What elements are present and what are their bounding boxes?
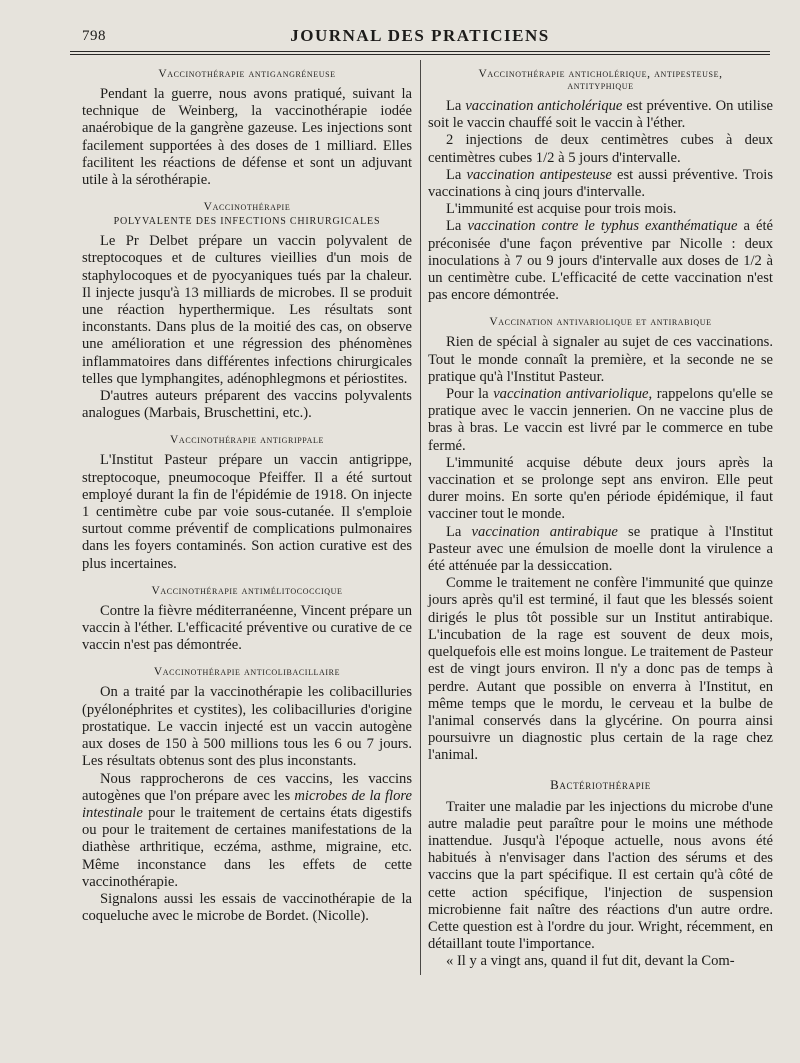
page-header	[70, 22, 770, 50]
paragraph: On a traité par la vaccinothérapie les colibacilluries (pyélonéphrites et cystites), les colibacilluries d'origine prostatique. Le vaccin injecté est un vaccin autogène aux doses de 150 à 500 millions tous les 6 ou 7 jours. Les résultats obtenus sont des plus inconstants.	[82, 684, 412, 770]
paragraph: L'Institut Pasteur prépare un vaccin antigrippe, streptocoque, pneumocoque Pfeiffer. Il a été surtout employé durant la fin de l'épidémie de 1918. On injecte 1 centimètre cube par voie sous-cutanée. Il s'emploie surtout comme préventif de complications pulmonaires dans les foyers contaminés. Son action curative est des plus incertaines.	[82, 452, 412, 572]
section-title-bacteriotherapie: Bactériothérapie	[550, 776, 651, 792]
right-column	[428, 64, 773, 971]
paragraph: Contre la fièvre méditerranéenne, Vincent prépare un vaccin à l'éther. L'efficacité préventive ou curative de ce vaccin n'est pas démontrée.	[82, 602, 412, 654]
paragraph: Rien de spécial à signaler au sujet de ces vaccinations. Tout le monde connaît la première, et la seconde ne se pratique qu'à l'Institut Pasteur.	[428, 334, 773, 385]
paragraph: L'immunité est acquise pour trois mois.	[446, 201, 677, 218]
header-rule-double	[70, 54, 770, 55]
column-divider	[420, 60, 421, 975]
paragraph: Nous rapprocherons de ces vaccins, les vaccins autogènes que l'on prépare avec les microbes de la flore intestinale pour le traitement de certains états digestifs ou pour le traitement de certaines manifestations de la diathèse arthritique, eczéma, asthme, migraine, etc. Même inconstance dans les effets de cette vaccinothérapie.	[82, 770, 412, 890]
paragraph: Signalons aussi les essais de vaccinothérapie de la coqueluche avec le microbe de Bordet. (Nicolle).	[82, 890, 412, 925]
section-title-antivariolique: Vaccination antivariolique et antirabique	[489, 316, 712, 329]
paragraph: La vaccination antirabique se pratique à l'Institut Pasteur avec une émulsion de moelle dont la virulence a été atténuée par la dessiccation.	[428, 523, 773, 575]
section-title-anticolibacillaire: Vaccinothérapie anticolibacillaire	[153, 666, 341, 679]
section-title-antimelitococcique: Vaccinothérapie antimélitococcique	[151, 584, 343, 597]
journal-title: JOURNAL DES PRATICIENS	[290, 26, 550, 45]
paragraph: Traiter une maladie par les injections du microbe d'une autre maladie peut paraître pour le moins une méthode inattendue. Jusqu'à l'époque actuelle, nous avons été habitués à n'envisager dans l'action des sérums et des vaccins que la part spécifique. Il est certain qu'à côté de cette action spécifique, l'injection de suspension microbienne fait naître des réactions d'un autre ordre. Cette question est à l'ordre du jour. Wright, récemment, en détaillant toute l'importance.	[428, 798, 773, 953]
paragraph: D'autres auteurs préparent des vaccins polyvalents analogues (Marbais, Bruschettini, etc.).	[82, 388, 412, 422]
paragraph: La vaccination anticholérique est préventive. On utilise soit le vaccin chauffé soit le vaccin à l'éther.	[428, 98, 774, 132]
header-rule	[70, 51, 770, 52]
left-column	[82, 64, 412, 925]
section-title-antigrippale: Vaccinothérapie antigrippale	[170, 434, 324, 447]
paragraph: La vaccination contre le typhus exanthématique a été préconisée d'une façon préventive par Nicolle : deux inoculations à 7 ou 9 jours d'intervalle aux doses de 1/2 à un centimètre cube. L'efficacité de cette vaccination n'est pas encore démontrée.	[428, 218, 773, 304]
paragraph: « Il y a vingt ans, quand il fut dit, devant la Com-	[446, 953, 735, 970]
paragraph: Le Pr Delbet prépare un vaccin polyvalent de streptocoques et de cultures vieillies d'un mois de staphylocoques et de pyocyaniques tués par la chaleur. Il injecte jusqu'à 13 milliards de microbes. Il se produit une réaction hyperthermique. Les résultats sont inconstants. Dans plus de la moitié des cas, on observe une amélioration et une régression des phénomènes inflammatoires dans différentes infections chirurgicales telles que lymphangites, adénophlegmons et périostites.	[82, 233, 412, 387]
section-title-anticholerique: Vaccinothérapie anticholérique, antipesteuse,	[478, 68, 723, 80]
section-subtitle-polyvalente: POLYVALENTE DES INFECTIONS CHIRURGICALES	[113, 216, 381, 228]
paragraph: Pour la vaccination antivariolique, rappelons qu'elle se pratique avec le vaccin jennerien. On ne vaccine plus de bras à bras. Le vaccin est livré par le commerce en tube fermé.	[428, 386, 774, 454]
paragraph: 2 injections de deux centimètres cubes à deux centimètres cubes 1/2 à 5 jours d'intervalle.	[428, 132, 773, 166]
page-number: 798	[82, 28, 106, 44]
paragraph: Comme le traitement ne confère l'immunité que quinze jours après qu'il est terminé, il faut que les blessés soient dirigés le plus tôt possible sur un Institut antirabique. L'incubation de la rage est souvent de deux mois, quelquefois elle est moins longue. Le traitement de Pasteur est de vingt jours environ. Il n'y a donc pas de temps à perdre. Autant que possible on enverra à l'Institut, en même temps que le mordu, le cerveau et la bulbe de l'animal conservés dans la glycérine. On pourra ainsi poursuivre un diagnostic plus certain de la rage chez l'animal.	[428, 575, 773, 764]
paragraph: Pendant la guerre, nous avons pratiqué, suivant la technique de Weinberg, la vaccinothérapie iodée anaérobique de la gangrène gazeuse. Les injections sont facilement supportées à des doses de 1 milliard. Elles facilitent les réactions de défense et sont un adjuvant utile à la sérothérapie.	[82, 86, 412, 189]
section-title-antityphique: antityphique	[567, 80, 634, 92]
paragraph: L'immunité acquise débute deux jours après la vaccination et se prolonge sept ans environ. Elle peut durer moins. En sorte qu'en période épidémique, il faut vacciner tout le monde.	[428, 454, 773, 523]
section-title-polyvalente: Vaccinothérapie	[203, 201, 291, 214]
section-title-antigangreneuse: Vaccinothérapie antigangréneuse	[158, 68, 336, 80]
paragraph: La vaccination antipesteuse est aussi préventive. Trois vaccinations à cinq jours d'intervalle.	[428, 166, 773, 201]
